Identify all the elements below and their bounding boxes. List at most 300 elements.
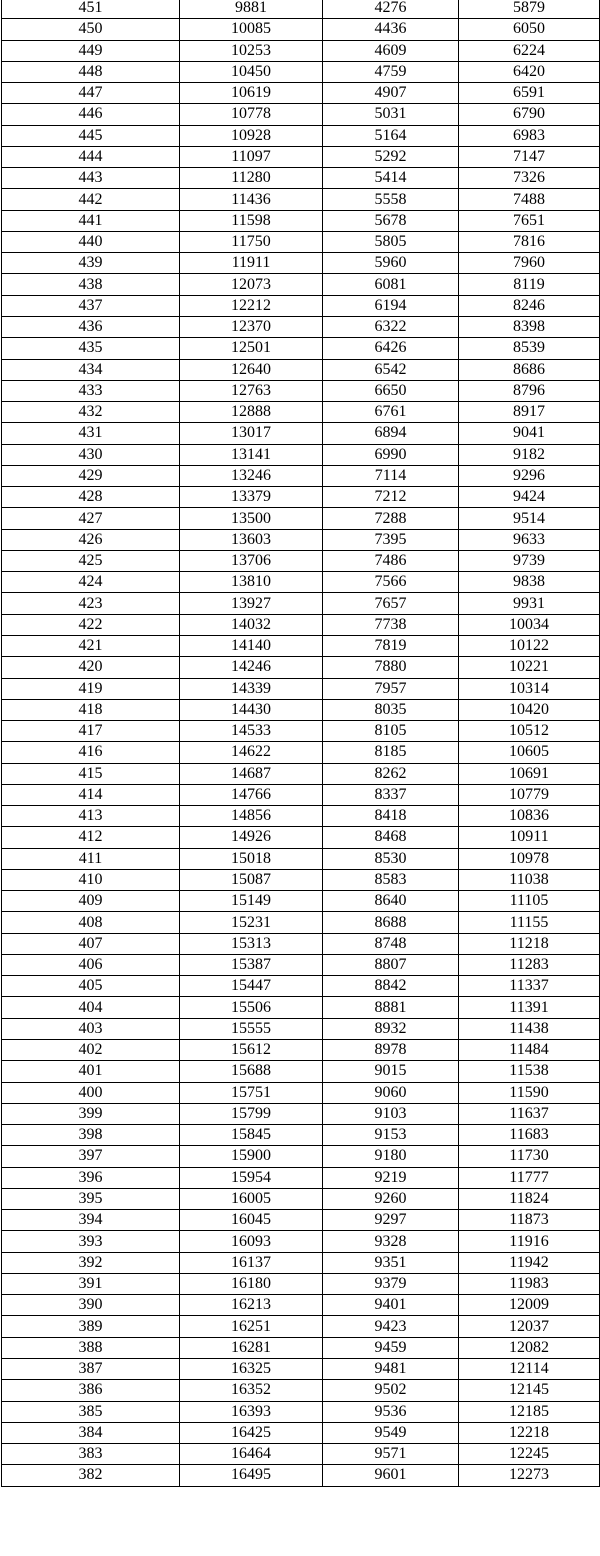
count-cell-3: 12273 — [459, 1465, 600, 1486]
score-cell: 423 — [2, 593, 180, 614]
table-row — [2, 465, 600, 486]
table-row — [2, 210, 600, 231]
count-cell-1: 15612 — [180, 1040, 323, 1061]
count-cell-1: 10778 — [180, 104, 323, 125]
count-cell-2: 9571 — [323, 1444, 459, 1465]
score-cell: 426 — [2, 529, 180, 550]
count-cell-1: 15447 — [180, 976, 323, 997]
count-cell-3: 9838 — [459, 572, 600, 593]
table-row — [2, 1167, 600, 1188]
score-cell: 404 — [2, 997, 180, 1018]
count-cell-3: 8398 — [459, 316, 600, 337]
count-cell-1: 10085 — [180, 19, 323, 40]
count-cell-3: 11538 — [459, 1061, 600, 1082]
table-row — [2, 316, 600, 337]
count-cell-3: 10779 — [459, 784, 600, 805]
score-cell: 386 — [2, 1380, 180, 1401]
count-cell-2: 5960 — [323, 253, 459, 274]
table-row — [2, 508, 600, 529]
table-row — [2, 1231, 600, 1252]
table-row — [2, 827, 600, 848]
score-cell: 430 — [2, 444, 180, 465]
count-cell-1: 15555 — [180, 1018, 323, 1039]
table-row — [2, 1146, 600, 1167]
count-cell-2: 6761 — [323, 402, 459, 423]
table-row — [2, 869, 600, 890]
count-cell-3: 10605 — [459, 742, 600, 763]
count-cell-3: 10122 — [459, 635, 600, 656]
table-row — [2, 529, 600, 550]
count-cell-3: 7488 — [459, 189, 600, 210]
count-cell-3: 10836 — [459, 806, 600, 827]
count-cell-2: 7819 — [323, 635, 459, 656]
count-cell-1: 16005 — [180, 1188, 323, 1209]
count-cell-3: 8686 — [459, 359, 600, 380]
count-cell-3: 11730 — [459, 1146, 600, 1167]
count-cell-3: 6224 — [459, 40, 600, 61]
table-row — [2, 784, 600, 805]
score-cell: 443 — [2, 168, 180, 189]
table-row — [2, 1018, 600, 1039]
table-row — [2, 1359, 600, 1380]
count-cell-2: 8688 — [323, 912, 459, 933]
score-cell: 440 — [2, 231, 180, 252]
count-cell-1: 15845 — [180, 1125, 323, 1146]
table-row — [2, 61, 600, 82]
score-cell: 445 — [2, 125, 180, 146]
count-cell-2: 8978 — [323, 1040, 459, 1061]
count-cell-3: 9041 — [459, 423, 600, 444]
count-cell-1: 14140 — [180, 635, 323, 656]
count-cell-1: 11750 — [180, 231, 323, 252]
count-cell-3: 8119 — [459, 274, 600, 295]
count-cell-2: 9549 — [323, 1422, 459, 1443]
score-cell: 444 — [2, 146, 180, 167]
count-cell-3: 10512 — [459, 721, 600, 742]
count-cell-1: 15018 — [180, 848, 323, 869]
table-row — [2, 40, 600, 61]
table-row — [2, 933, 600, 954]
table-row — [2, 253, 600, 274]
score-cell: 406 — [2, 954, 180, 975]
count-cell-3: 12037 — [459, 1316, 600, 1337]
score-cell: 449 — [2, 40, 180, 61]
table-row — [2, 1444, 600, 1465]
count-cell-2: 6894 — [323, 423, 459, 444]
count-cell-3: 11916 — [459, 1231, 600, 1252]
count-cell-2: 6194 — [323, 295, 459, 316]
count-cell-2: 7657 — [323, 593, 459, 614]
count-cell-1: 14533 — [180, 721, 323, 742]
count-cell-3: 11218 — [459, 933, 600, 954]
score-cell: 382 — [2, 1465, 180, 1486]
score-cell: 396 — [2, 1167, 180, 1188]
count-cell-3: 9182 — [459, 444, 600, 465]
count-cell-2: 7288 — [323, 508, 459, 529]
score-cell: 441 — [2, 210, 180, 231]
count-cell-1: 16352 — [180, 1380, 323, 1401]
count-cell-2: 8530 — [323, 848, 459, 869]
score-cell: 419 — [2, 678, 180, 699]
count-cell-1: 15751 — [180, 1082, 323, 1103]
count-cell-3: 11038 — [459, 869, 600, 890]
count-cell-1: 14856 — [180, 806, 323, 827]
score-cell: 451 — [2, 0, 180, 19]
score-cell: 424 — [2, 572, 180, 593]
count-cell-1: 14032 — [180, 614, 323, 635]
count-cell-3: 7960 — [459, 253, 600, 274]
count-cell-2: 8932 — [323, 1018, 459, 1039]
count-cell-2: 8185 — [323, 742, 459, 763]
count-cell-3: 6050 — [459, 19, 600, 40]
count-cell-3: 11683 — [459, 1125, 600, 1146]
table-row — [2, 83, 600, 104]
count-cell-1: 16325 — [180, 1359, 323, 1380]
count-cell-3: 11590 — [459, 1082, 600, 1103]
count-cell-3: 10691 — [459, 763, 600, 784]
count-cell-1: 12501 — [180, 338, 323, 359]
table-row — [2, 1422, 600, 1443]
score-cell: 414 — [2, 784, 180, 805]
count-cell-2: 7738 — [323, 614, 459, 635]
table-row — [2, 423, 600, 444]
count-cell-2: 8262 — [323, 763, 459, 784]
table-row — [2, 1125, 600, 1146]
count-cell-2: 7880 — [323, 657, 459, 678]
count-cell-2: 5558 — [323, 189, 459, 210]
table-row — [2, 274, 600, 295]
table-row — [2, 189, 600, 210]
count-cell-3: 7651 — [459, 210, 600, 231]
score-cell: 392 — [2, 1252, 180, 1273]
count-cell-2: 9060 — [323, 1082, 459, 1103]
table-row — [2, 721, 600, 742]
count-cell-2: 7114 — [323, 465, 459, 486]
score-cell: 397 — [2, 1146, 180, 1167]
table-row — [2, 1273, 600, 1294]
score-cell: 434 — [2, 359, 180, 380]
count-cell-3: 11337 — [459, 976, 600, 997]
score-cell: 388 — [2, 1337, 180, 1358]
count-cell-2: 9260 — [323, 1188, 459, 1209]
count-cell-2: 7395 — [323, 529, 459, 550]
count-cell-3: 11391 — [459, 997, 600, 1018]
count-cell-2: 5031 — [323, 104, 459, 125]
count-cell-3: 12009 — [459, 1295, 600, 1316]
table-row — [2, 1252, 600, 1273]
score-cell: 435 — [2, 338, 180, 359]
count-cell-2: 8035 — [323, 699, 459, 720]
count-cell-2: 9351 — [323, 1252, 459, 1273]
count-cell-2: 4907 — [323, 83, 459, 104]
count-cell-3: 10978 — [459, 848, 600, 869]
count-cell-2: 9459 — [323, 1337, 459, 1358]
table-row — [2, 380, 600, 401]
count-cell-2: 6650 — [323, 380, 459, 401]
count-cell-1: 13810 — [180, 572, 323, 593]
count-cell-2: 8583 — [323, 869, 459, 890]
score-cell: 399 — [2, 1103, 180, 1124]
score-cell: 407 — [2, 933, 180, 954]
table-row — [2, 806, 600, 827]
count-cell-2: 9536 — [323, 1401, 459, 1422]
score-cell: 384 — [2, 1422, 180, 1443]
count-cell-3: 11873 — [459, 1210, 600, 1231]
count-cell-3: 8796 — [459, 380, 600, 401]
count-cell-1: 16425 — [180, 1422, 323, 1443]
count-cell-3: 11824 — [459, 1188, 600, 1209]
score-cell: 398 — [2, 1125, 180, 1146]
count-cell-2: 9180 — [323, 1146, 459, 1167]
count-cell-3: 9739 — [459, 550, 600, 571]
score-cell: 433 — [2, 380, 180, 401]
table-row — [2, 848, 600, 869]
table-row — [2, 1380, 600, 1401]
score-cell: 391 — [2, 1273, 180, 1294]
count-cell-3: 12145 — [459, 1380, 600, 1401]
score-cell: 387 — [2, 1359, 180, 1380]
table-row — [2, 614, 600, 635]
count-cell-2: 5805 — [323, 231, 459, 252]
table-row — [2, 954, 600, 975]
table-row — [2, 1082, 600, 1103]
table-row — [2, 976, 600, 997]
count-cell-1: 16137 — [180, 1252, 323, 1273]
count-cell-1: 11911 — [180, 253, 323, 274]
count-cell-1: 15087 — [180, 869, 323, 890]
count-cell-1: 14926 — [180, 827, 323, 848]
count-cell-2: 9153 — [323, 1125, 459, 1146]
count-cell-2: 8640 — [323, 891, 459, 912]
table-row — [2, 1188, 600, 1209]
score-cell: 437 — [2, 295, 180, 316]
count-cell-3: 8246 — [459, 295, 600, 316]
table-row — [2, 402, 600, 423]
table-row — [2, 1103, 600, 1124]
count-cell-2: 5164 — [323, 125, 459, 146]
count-cell-2: 6081 — [323, 274, 459, 295]
table-row — [2, 1316, 600, 1337]
count-cell-1: 16045 — [180, 1210, 323, 1231]
score-cell: 415 — [2, 763, 180, 784]
score-cell: 389 — [2, 1316, 180, 1337]
count-cell-1: 12763 — [180, 380, 323, 401]
count-cell-2: 8881 — [323, 997, 459, 1018]
count-cell-1: 9881 — [180, 0, 323, 19]
table-row — [2, 763, 600, 784]
count-cell-1: 16464 — [180, 1444, 323, 1465]
count-cell-3: 5879 — [459, 0, 600, 19]
count-cell-2: 4609 — [323, 40, 459, 61]
count-cell-1: 13927 — [180, 593, 323, 614]
count-cell-1: 12073 — [180, 274, 323, 295]
score-cell: 442 — [2, 189, 180, 210]
count-cell-1: 16213 — [180, 1295, 323, 1316]
count-cell-2: 4276 — [323, 0, 459, 19]
table-row — [2, 19, 600, 40]
count-cell-3: 7147 — [459, 146, 600, 167]
score-cell: 447 — [2, 83, 180, 104]
score-cell: 420 — [2, 657, 180, 678]
count-cell-1: 15799 — [180, 1103, 323, 1124]
score-cell: 436 — [2, 316, 180, 337]
count-cell-3: 12114 — [459, 1359, 600, 1380]
table-row — [2, 572, 600, 593]
count-cell-2: 8468 — [323, 827, 459, 848]
count-cell-2: 6426 — [323, 338, 459, 359]
count-cell-3: 12218 — [459, 1422, 600, 1443]
count-cell-3: 10314 — [459, 678, 600, 699]
count-cell-1: 13141 — [180, 444, 323, 465]
count-cell-2: 5414 — [323, 168, 459, 189]
count-cell-2: 7486 — [323, 550, 459, 571]
count-cell-3: 6790 — [459, 104, 600, 125]
count-cell-3: 11438 — [459, 1018, 600, 1039]
count-cell-1: 10928 — [180, 125, 323, 146]
count-cell-1: 14766 — [180, 784, 323, 805]
score-cell: 400 — [2, 1082, 180, 1103]
score-cell: 431 — [2, 423, 180, 444]
count-cell-2: 9328 — [323, 1231, 459, 1252]
table-row — [2, 891, 600, 912]
score-cell: 421 — [2, 635, 180, 656]
table-row — [2, 1210, 600, 1231]
count-cell-1: 10253 — [180, 40, 323, 61]
count-cell-1: 15313 — [180, 933, 323, 954]
score-cell: 429 — [2, 465, 180, 486]
table-row — [2, 1401, 600, 1422]
score-cell: 412 — [2, 827, 180, 848]
count-cell-3: 10221 — [459, 657, 600, 678]
count-cell-3: 9633 — [459, 529, 600, 550]
table-row — [2, 1061, 600, 1082]
count-cell-3: 10034 — [459, 614, 600, 635]
count-cell-1: 13603 — [180, 529, 323, 550]
count-cell-1: 11280 — [180, 168, 323, 189]
score-cell: 393 — [2, 1231, 180, 1252]
score-cell: 413 — [2, 806, 180, 827]
score-cell: 448 — [2, 61, 180, 82]
score-cell: 402 — [2, 1040, 180, 1061]
table-row — [2, 168, 600, 189]
count-cell-3: 7326 — [459, 168, 600, 189]
score-cell: 446 — [2, 104, 180, 125]
count-cell-3: 11155 — [459, 912, 600, 933]
table-row — [2, 338, 600, 359]
count-cell-3: 11105 — [459, 891, 600, 912]
count-cell-1: 16393 — [180, 1401, 323, 1422]
table-row — [2, 657, 600, 678]
table-row — [2, 444, 600, 465]
count-cell-1: 16093 — [180, 1231, 323, 1252]
count-cell-3: 9424 — [459, 487, 600, 508]
count-cell-2: 9423 — [323, 1316, 459, 1337]
count-cell-3: 11484 — [459, 1040, 600, 1061]
count-cell-2: 6990 — [323, 444, 459, 465]
table-row — [2, 550, 600, 571]
table-row — [2, 997, 600, 1018]
score-table — [1, 0, 600, 1487]
table-row — [2, 487, 600, 508]
count-cell-3: 12245 — [459, 1444, 600, 1465]
count-cell-3: 11983 — [459, 1273, 600, 1294]
score-cell: 395 — [2, 1188, 180, 1209]
count-cell-1: 13246 — [180, 465, 323, 486]
count-cell-1: 15387 — [180, 954, 323, 975]
count-cell-1: 16180 — [180, 1273, 323, 1294]
count-cell-1: 10619 — [180, 83, 323, 104]
score-cell: 401 — [2, 1061, 180, 1082]
count-cell-1: 14430 — [180, 699, 323, 720]
table-row — [2, 635, 600, 656]
count-cell-1: 10450 — [180, 61, 323, 82]
score-cell: 422 — [2, 614, 180, 635]
count-cell-2: 8842 — [323, 976, 459, 997]
count-cell-2: 8337 — [323, 784, 459, 805]
count-cell-1: 12888 — [180, 402, 323, 423]
table-row — [2, 146, 600, 167]
count-cell-3: 9514 — [459, 508, 600, 529]
count-cell-2: 6542 — [323, 359, 459, 380]
count-cell-1: 14339 — [180, 678, 323, 699]
count-cell-3: 7816 — [459, 231, 600, 252]
score-cell: 411 — [2, 848, 180, 869]
table-row — [2, 1337, 600, 1358]
count-cell-1: 13500 — [180, 508, 323, 529]
count-cell-1: 15900 — [180, 1146, 323, 1167]
score-cell: 405 — [2, 976, 180, 997]
count-cell-1: 14622 — [180, 742, 323, 763]
count-cell-1: 13379 — [180, 487, 323, 508]
score-table-body — [2, 0, 600, 1486]
count-cell-3: 8539 — [459, 338, 600, 359]
count-cell-3: 10911 — [459, 827, 600, 848]
table-row — [2, 0, 600, 19]
count-cell-1: 11097 — [180, 146, 323, 167]
count-cell-3: 11777 — [459, 1167, 600, 1188]
score-cell: 410 — [2, 869, 180, 890]
score-cell: 425 — [2, 550, 180, 571]
count-cell-1: 15688 — [180, 1061, 323, 1082]
count-cell-3: 11942 — [459, 1252, 600, 1273]
count-cell-2: 9103 — [323, 1103, 459, 1124]
count-cell-1: 15149 — [180, 891, 323, 912]
table-row — [2, 699, 600, 720]
count-cell-1: 13017 — [180, 423, 323, 444]
score-cell: 439 — [2, 253, 180, 274]
score-cell: 409 — [2, 891, 180, 912]
count-cell-3: 9931 — [459, 593, 600, 614]
count-cell-3: 12185 — [459, 1401, 600, 1422]
count-cell-1: 16251 — [180, 1316, 323, 1337]
count-cell-1: 12212 — [180, 295, 323, 316]
score-cell: 432 — [2, 402, 180, 423]
count-cell-1: 12640 — [180, 359, 323, 380]
count-cell-2: 5292 — [323, 146, 459, 167]
table-row — [2, 104, 600, 125]
count-cell-2: 8748 — [323, 933, 459, 954]
score-cell: 438 — [2, 274, 180, 295]
count-cell-2: 5678 — [323, 210, 459, 231]
count-cell-2: 9297 — [323, 1210, 459, 1231]
score-cell: 450 — [2, 19, 180, 40]
table-row — [2, 593, 600, 614]
score-cell: 390 — [2, 1295, 180, 1316]
count-cell-3: 6983 — [459, 125, 600, 146]
count-cell-1: 14246 — [180, 657, 323, 678]
count-cell-1: 13706 — [180, 550, 323, 571]
table-row — [2, 1295, 600, 1316]
